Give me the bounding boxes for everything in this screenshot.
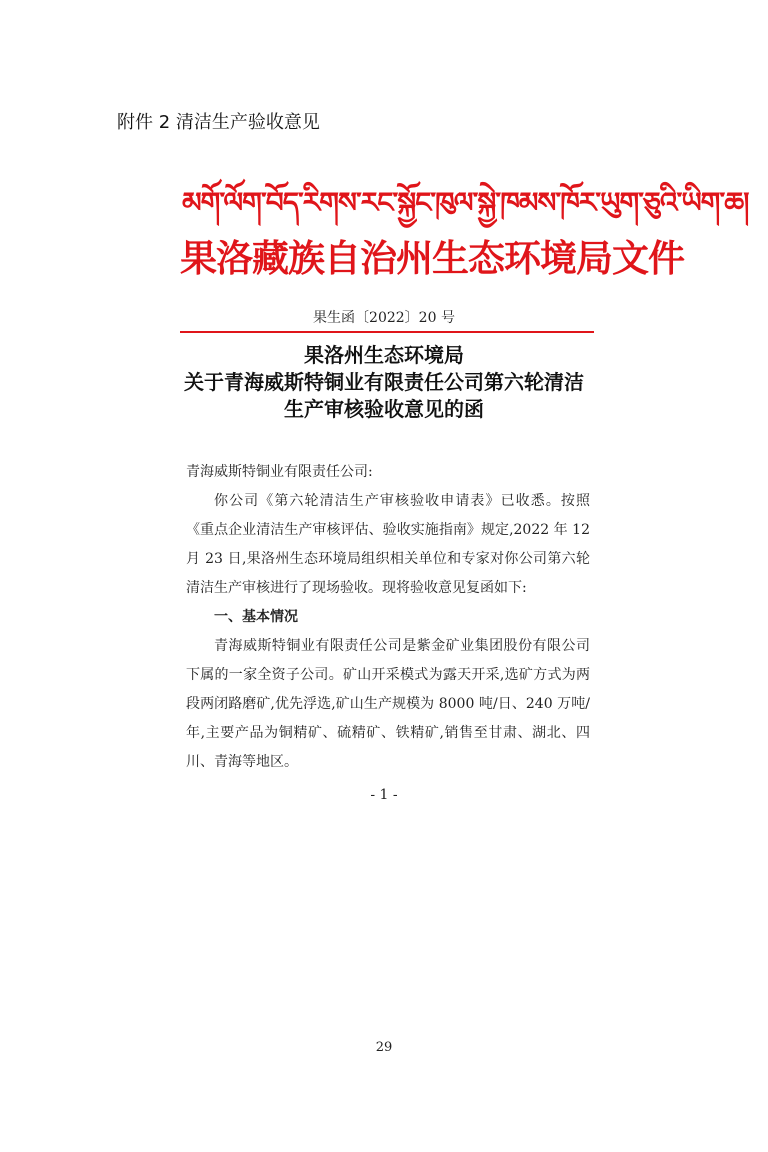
- title-line-2: 关于青海威斯特铜业有限责任公司第六轮清洁: [184, 370, 584, 394]
- attachment-label: 附件 2 清洁生产验收意见: [117, 112, 320, 133]
- paragraph-basic-info: 青海威斯特铜业有限责任公司是紫金矿业集团股份有限公司下属的一家全资子公司。矿山开采模式为露天开采,选矿方式为两段两闭路磨矿,优先浮选,矿山生产规模为 8000 吨/日、240 万吨/年,主要产品为铜精矿、硫精矿、铁精矿,销售至甘肃、湖北、四川、青海等地区。: [186, 638, 590, 770]
- document-body: [186, 458, 590, 777]
- document-title: [0, 342, 768, 423]
- inner-page-number: - 1 -: [370, 787, 398, 803]
- letterhead-tibetan: མགོ་ལོག་བོད་རིགས་རང་སྐྱོང་ཁུལ་སྐྱེ་ཁམས་ཁོར་ཡུག་ཅུའི་ཡིག་ཆ།: [182, 186, 749, 219]
- letterhead-chinese: 果洛藏族自治州生态环境局文件: [180, 236, 684, 280]
- letterhead-divider: [180, 331, 594, 333]
- section-heading-basic-info: 一、基本情况: [214, 609, 298, 625]
- title-line-1: 果洛州生态环境局: [304, 343, 464, 367]
- title-line-3: 生产审核验收意见的函: [284, 397, 484, 421]
- outer-page-number: 29: [375, 1040, 393, 1055]
- addressee: 青海威斯特铜业有限责任公司:: [186, 464, 373, 480]
- paragraph-intro: 你公司《第六轮清洁生产审核验收申请表》已收悉。按照《重点企业清洁生产审核评估、验收实施指南》规定,2022 年 12 月 23 日,果洛州生态环境局组织相关单位和专家对你公司第六轮清洁生产审核进行了现场验收。现将验收意见复函如下:: [186, 493, 590, 596]
- document-number: 果生函〔2022〕20 号: [313, 310, 455, 326]
